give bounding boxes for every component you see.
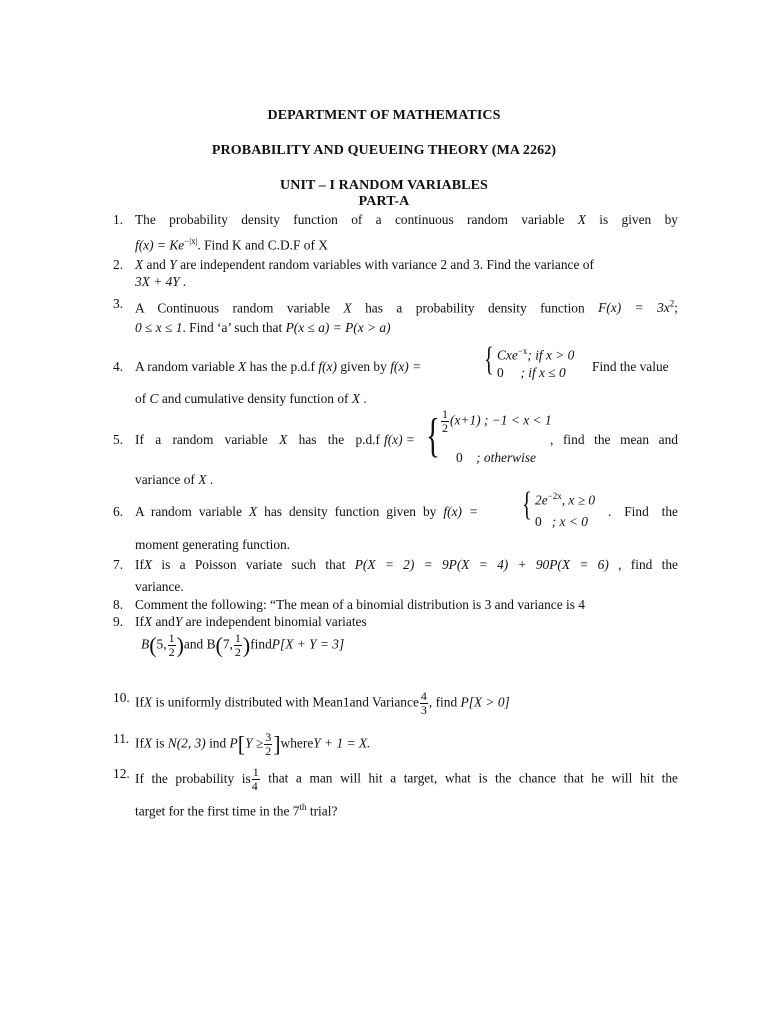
question-text-line2: $f(x) = Ke^{-|x|}$. Find K and C.D.F of X [135,236,328,253]
question-number: 7. [113,557,124,572]
question-text-line2: variance. [135,579,184,594]
question-number: 9. [113,614,124,629]
question-text-line2: variance of X . [135,472,214,487]
department-heading: DEPARTMENT OF MATHEMATICS [267,108,501,123]
question-number: 1. [113,212,124,227]
piecewise-function: { $2e^{-2x}$, x ≥ 0 0 ; x < 0 [522,486,596,529]
question-text: A Continuous random variable X has a probability density function $F(x) = 3x^2$; [135,299,678,316]
unit-title: UNIT – I RANDOM VARIABLES [280,178,488,193]
question-text-line2: target for the first time in the 7th trial? [135,802,338,819]
question-text-line2: 3X + 4Y . [135,274,187,289]
question-text: If a random variable X has the p.d.f [135,432,380,447]
question-text: Comment the following: “The mean of a binomial distribution is 3 and variance is 4 [135,597,585,612]
question-text: A random variable X has the p.d.f f(x) given by f(x) = [135,359,422,374]
question-number: 6. [113,504,124,519]
question-text: If the probability is $\frac{1}{4}$ that a man will hit a target, what is the chance that he will hit the [135,765,678,793]
question-number: 10. [113,690,130,705]
question-text-end: , find the mean and [550,432,678,447]
question-number: 8. [113,597,124,612]
course-title: PROBABILITY AND QUEUEING THEORY (MA 2262) [211,143,557,158]
question-number: 5. [113,432,124,447]
piecewise-function: { $\frac{1}{2}$ (x+1) ; −1 < x < 1 0 ; otherwise [426,407,552,465]
question-number: 11. [113,731,130,746]
question-number: 3. [113,296,124,311]
document-page: DEPARTMENT OF MATHEMATICS PROBABILITY AND QUEUEING THEORY (MA 2262) UNIT – I RANDOM VARIABLES PART-A 1. The probability density function of a continuous random variable X is given by $f(x) = Ke^{-|x|}$. Find K and C.D.F of X 2. X and Y are independent random variables with variance 2 and 3. Find the variance of 3X + 4Y . 3. A Continuous random variable X has a probability density function $F(x) = 3x^2$; 0 ≤ x ≤ 1. Find ‘a’ such that P(x ≤ a) = P(x > a) 4. A random variable X has the p.d.f f(x) given by f(x) = { Cxe$^{-x}$; if x > 0 0 ; if x ≤ 0 Find the value of C and cumulative density function of X . 5. If a random variable X has the p.d.f f(x) = { $\frac{1}{2}$ (x+1) ; −1 < x < 1 0 ; otherwise , find the mean and variance of X . 6. A random variable X has density function given by f(x) = { $2e^{-2x}$, x ≥ 0 0 ; x < 0 . Find the moment generating function. 7. IfX is a Poisson variate such that P(X = 2) = 9P(X = 4) + 90P(X = 6) , find the variance. 8. Comment the following: “The mean of a binomial distribution is 3 and variance is 4 9. IfX andY are independent binomial variates B(5, $\frac{1}{2}$ )and B(7, $\frac{1}{2}$ )findP[X + Y = 3] 10. IfX is uniformly distributed with Mean1and Variance $\frac{4}{3}$ , find P[X > 0] 11. IfX is N(2, 3) ind P[Y ≥ $\frac{3}{2}$ ]whereY + 1 = X. 12. If the probability is $\frac{1}{4}$ that a man will hit a target, what is the chance that he will hit the target for the first time in the 7th trial? [0,0,768,1024]
question-text-end: Find the value [592,359,669,374]
question-text: IfX is N(2, 3) ind P[Y ≥ $\frac{3}{2}$ ]whereY + 1 = X. [135,730,371,758]
question-text-line2: of C and cumulative density function of X . [135,391,367,406]
question-text: A random variable X has density function given by f(x) = [135,504,478,519]
question-text-end: . Find the [608,504,678,519]
question-text: IfX is uniformly distributed with Mean1and Variance $\frac{4}{3}$ , find P[X > 0] [135,689,510,717]
part-title: PART-A [358,194,410,209]
var-x: X [577,212,586,227]
question-text: The probability density function of a continuous random variable X is given by [135,212,678,227]
question-text: X and Y are independent random variables with variance 2 and 3. Find the variance of [135,257,594,272]
question-number: 12. [113,766,130,781]
question-text: IfX is a Poisson variate such that P(X = 2) = 9P(X = 4) + 90P(X = 6) , find the [135,557,678,572]
question-number: 2. [113,257,124,272]
question-text-line2: 0 ≤ x ≤ 1. Find ‘a’ such that P(x ≤ a) = P(x > a) [135,320,391,335]
question-text: IfX andY are independent binomial variates [135,614,367,629]
question-text-line2: moment generating function. [135,537,291,552]
piecewise-function: { Cxe$^{-x}$; if x > 0 0 ; if x ≤ 0 [484,341,575,380]
binomial-expression: B(5, $\frac{1}{2}$ )and B(7, $\frac{1}{2}$ )findP[X + Y = 3] [141,631,345,659]
question-number: 4. [113,359,124,374]
